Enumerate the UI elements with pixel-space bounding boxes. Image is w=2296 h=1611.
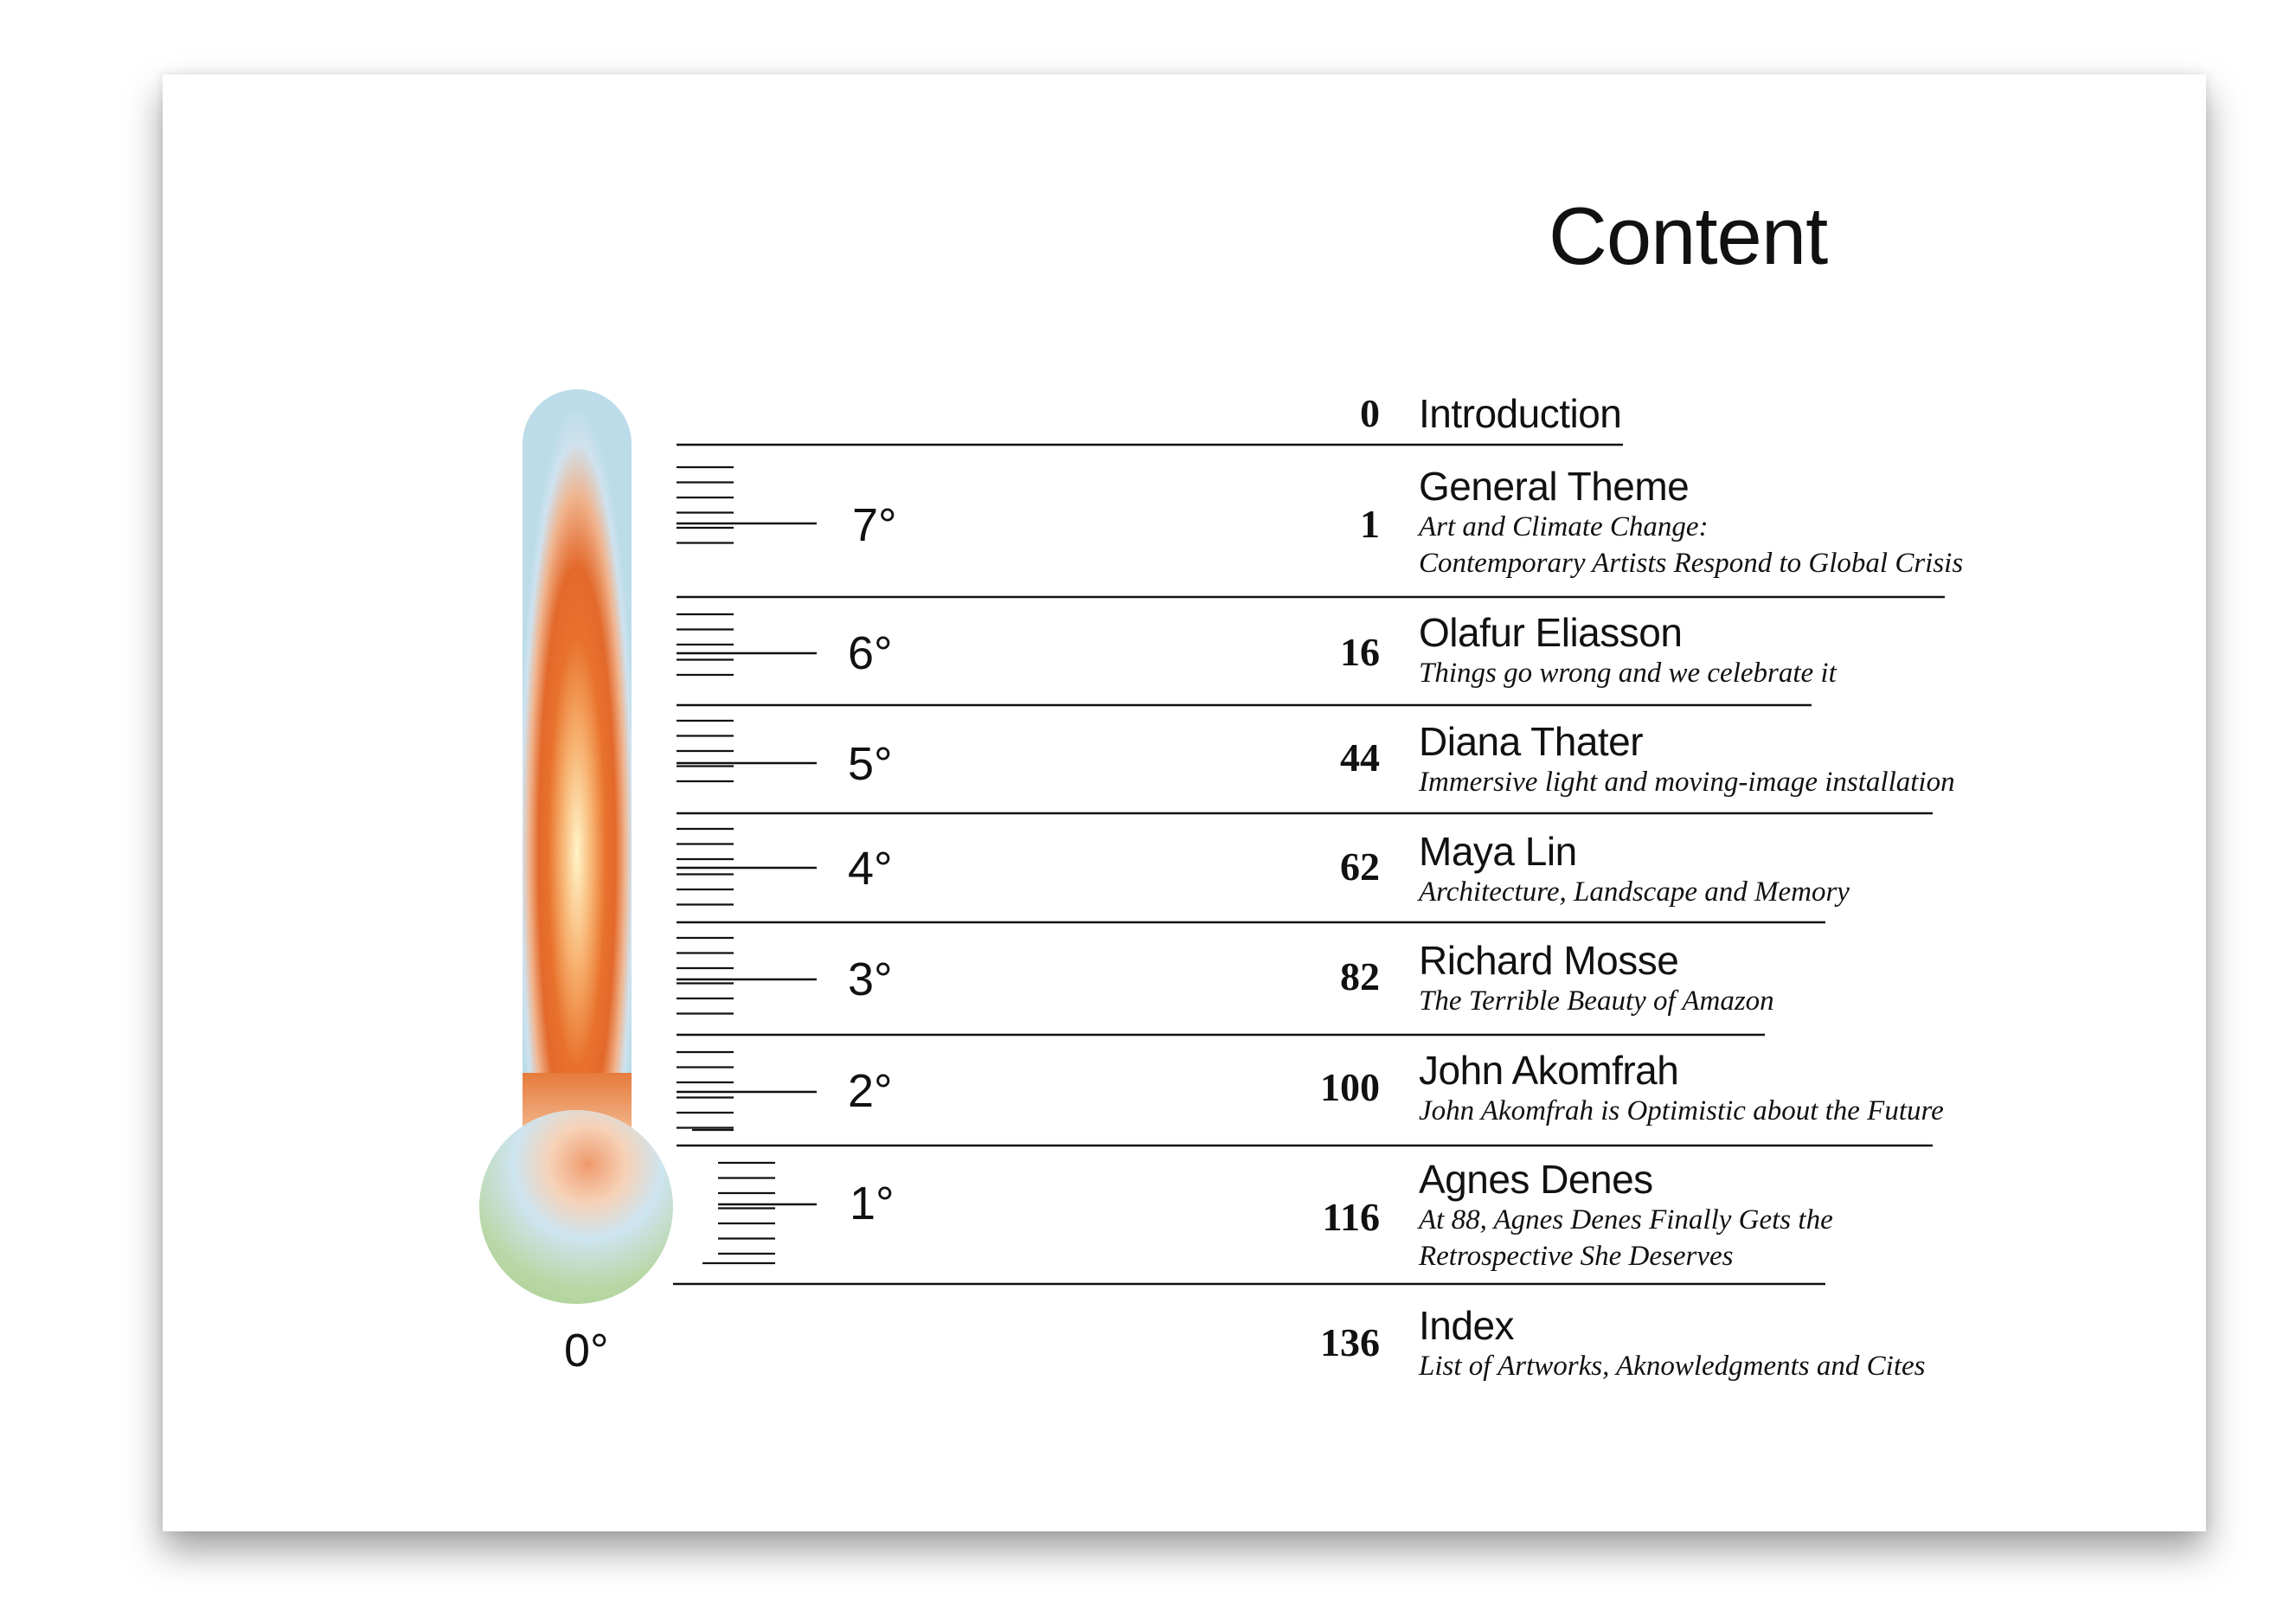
toc-entry-title: Richard Mosse [1419, 938, 1679, 983]
toc-entry-title: Maya Lin [1419, 829, 1577, 874]
degree-label-0: 0° [564, 1325, 609, 1377]
toc-entry-subtitle: Immersive light and moving-image installation [1419, 767, 1955, 798]
toc-entry-title: John Akomfrah [1419, 1048, 1679, 1093]
toc-entry-subtitle: At 88, Agnes Denes Finally Gets the [1419, 1204, 1833, 1236]
toc-entry-title: Agnes Denes [1419, 1157, 1653, 1202]
page-number-diana-thater: 44 [1340, 735, 1380, 780]
page-number-richard-mosse: 82 [1340, 954, 1380, 998]
toc-entry-diana-thater[interactable] [1419, 719, 1955, 800]
degree-label-6: 6° [848, 627, 893, 679]
toc-entry-title: Diana Thater [1419, 719, 1644, 764]
degree-label-2: 2° [848, 1065, 893, 1117]
toc-entry-richard-mosse[interactable] [1419, 938, 1774, 1019]
page-number-introduction: 0 [1360, 391, 1380, 435]
page-number-general-theme: 1 [1360, 502, 1380, 546]
page-number-john-akomfrah: 100 [1320, 1065, 1380, 1109]
toc-entry-subtitle: Retrospective She Deserves [1419, 1241, 1734, 1272]
toc-entry-general-theme[interactable] [1419, 464, 1963, 581]
degree-label-7: 7° [852, 499, 897, 551]
toc-entry-subtitle: List of Artworks, Aknowledgments and Cites [1419, 1351, 1926, 1382]
degree-label-3: 3° [848, 953, 893, 1005]
degree-label-4: 4° [848, 843, 893, 895]
toc-entry-subtitle: Architecture, Landscape and Memory [1419, 876, 1850, 908]
toc-entry-title: Index [1419, 1303, 1515, 1348]
page-number-maya-lin: 62 [1340, 844, 1380, 889]
toc-entry-maya-lin[interactable] [1419, 829, 1850, 910]
toc-entry-index[interactable] [1419, 1303, 1925, 1384]
toc-entry-subtitle: Art and Climate Change: [1419, 511, 1709, 542]
toc-entry-subtitle: John Akomfrah is Optimistic about the Future [1419, 1095, 1944, 1126]
toc-entry-title: Introduction [1419, 391, 1622, 436]
toc-entry-subtitle: Contemporary Artists Respond to Global Crisis [1419, 548, 1964, 579]
toc-entry-subtitle: Things go wrong and we celebrate it [1419, 658, 1837, 689]
toc-entry-title: Olafur Eliasson [1419, 610, 1683, 655]
page-title: Content [1549, 190, 1828, 281]
degree-label-5: 5° [848, 738, 893, 790]
degree-label-1: 1° [850, 1178, 895, 1229]
toc-entry-john-akomfrah[interactable] [1419, 1048, 1944, 1129]
toc-entry-title: General Theme [1419, 464, 1690, 509]
toc-entry-olafur-eliasson[interactable] [1419, 610, 1837, 691]
toc-entry-subtitle: The Terrible Beauty of Amazon [1419, 985, 1774, 1017]
page-number-agnes-denes: 116 [1322, 1195, 1380, 1239]
page-number-index: 136 [1320, 1320, 1380, 1364]
toc-entry-introduction[interactable] [1419, 391, 1621, 436]
toc-entry-agnes-denes[interactable] [1419, 1157, 1833, 1274]
page-number-olafur-eliasson: 16 [1340, 630, 1380, 674]
